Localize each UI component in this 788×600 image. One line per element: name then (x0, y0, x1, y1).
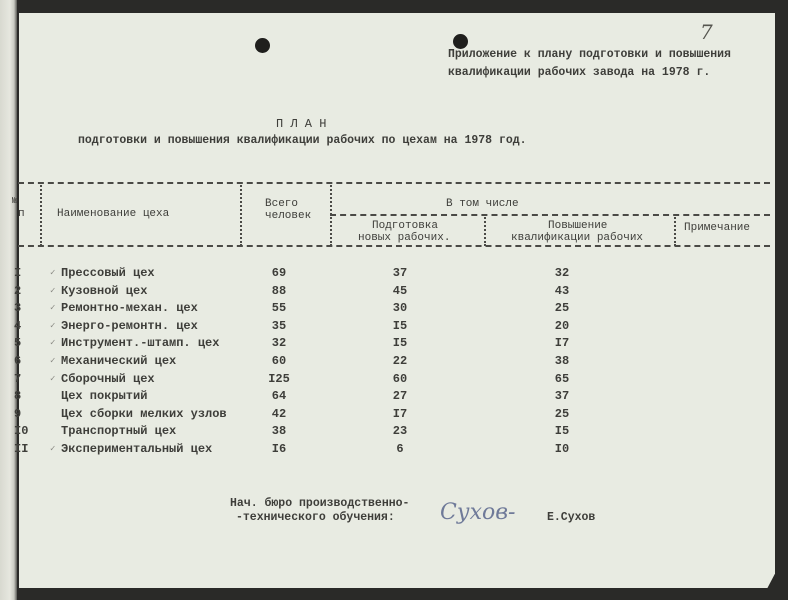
col-header-note: Примечание (684, 222, 751, 234)
signatory-name: Е.Сухов (547, 511, 596, 524)
row-number: 8 (14, 389, 22, 403)
total-workers: 55 (271, 301, 287, 315)
workshop-name: Энерго-ремонтн. цех (61, 319, 198, 333)
table-header-bottom-rule (18, 245, 770, 247)
row-number: 6 (14, 354, 22, 368)
document-title: П Л А Н (276, 117, 327, 131)
qualification-upgrade: 38 (554, 354, 570, 368)
qualification-upgrade: I5 (554, 424, 570, 438)
total-workers: I25 (268, 372, 290, 386)
check-mark-icon: ✓ (50, 268, 56, 278)
handwritten-signature: Сухов- (440, 500, 516, 525)
col-header-upgrade-1: Повышение (548, 220, 608, 232)
qualification-upgrade: 37 (554, 389, 570, 403)
col-header-new-2: новых рабочих. (358, 232, 451, 244)
row-number: I (14, 266, 22, 280)
new-workers-training: 23 (392, 424, 408, 438)
row-number: 5 (14, 336, 22, 350)
check-mark-icon: ✓ (50, 444, 56, 454)
new-workers-training: 37 (392, 266, 408, 280)
check-mark-icon: ✓ (50, 303, 56, 313)
new-workers-training: I5 (392, 336, 408, 350)
total-workers: 42 (271, 407, 287, 421)
qualification-upgrade: 43 (554, 284, 570, 298)
punch-hole-left (255, 38, 270, 53)
new-workers-training: I7 (392, 407, 408, 421)
qualification-upgrade: 25 (554, 301, 570, 315)
appendix-line-1: Приложение к плану подготовки и повышения (448, 48, 731, 61)
new-workers-training: 22 (392, 354, 408, 368)
workshop-name: Цех покрытий (61, 389, 148, 403)
punch-hole-right (453, 34, 468, 49)
workshop-name: Механический цех (61, 354, 177, 368)
row-number: 7 (14, 372, 22, 386)
col-header-total-2: человек (265, 210, 312, 222)
row-number: 3 (14, 301, 22, 315)
total-workers: 64 (271, 389, 287, 403)
row-number: 4 (14, 319, 22, 333)
col-sep-5 (674, 214, 676, 246)
qualification-upgrade: 65 (554, 372, 570, 386)
check-mark-icon: ✓ (50, 374, 56, 384)
total-workers: I6 (271, 442, 287, 456)
workshop-name: Прессовый цех (61, 266, 155, 280)
new-workers-training: 30 (392, 301, 408, 315)
appendix-line-2: квалификации рабочих завода на 1978 г. (448, 66, 711, 79)
new-workers-training: I5 (392, 319, 408, 333)
subheader-rule (330, 214, 770, 216)
qualification-upgrade: 20 (554, 319, 570, 333)
col-sep-2 (240, 182, 242, 246)
col-header-upgrade-2: квалификации рабочих (511, 232, 644, 244)
row-number: 2 (14, 284, 22, 298)
total-workers: 69 (271, 266, 287, 280)
total-workers: 35 (271, 319, 287, 333)
binder-edge (0, 0, 17, 600)
workshop-name: Транспортный цех (61, 424, 177, 438)
workshop-name: Сборочный цех (61, 372, 155, 386)
workshop-name: Экспериментальный цех (61, 442, 213, 456)
check-mark-icon: ✓ (50, 356, 56, 366)
qualification-upgrade: 25 (554, 407, 570, 421)
check-mark-icon: ✓ (50, 321, 56, 331)
col-header-num: п (18, 208, 25, 220)
qualification-upgrade: I0 (554, 442, 570, 456)
total-workers: 88 (271, 284, 287, 298)
col-header-including: В том числе (446, 198, 519, 210)
total-workers: 32 (271, 336, 287, 350)
workshop-name: Ремонтно-механ. цех (61, 301, 198, 315)
workshop-name: Инструмент.-штамп. цех (61, 336, 220, 350)
new-workers-training: 60 (392, 372, 408, 386)
row-number: 9 (14, 407, 22, 421)
col-header-num-mark: № (12, 196, 18, 206)
col-header-name: Наименование цеха (57, 208, 170, 220)
new-workers-training: 27 (392, 389, 408, 403)
row-number: II (14, 442, 29, 456)
document-subtitle: подготовки и повышения квалификации рабочих по цехам на 1978 год. (78, 134, 527, 147)
total-workers: 38 (271, 424, 287, 438)
signatory-position-line-2: -технического обучения: (236, 511, 395, 524)
col-sep-1 (40, 182, 42, 246)
check-mark-icon: ✓ (50, 286, 56, 296)
qualification-upgrade: I7 (554, 336, 570, 350)
col-header-new-1: Подготовка (372, 220, 439, 232)
col-sep-4 (484, 214, 486, 246)
total-workers: 60 (271, 354, 287, 368)
signatory-position-line-1: Нач. бюро производственно- (230, 497, 410, 510)
check-mark-icon: ✓ (50, 338, 56, 348)
page-number: 7 (700, 20, 713, 44)
workshop-name: Цех сборки мелких узлов (61, 407, 227, 421)
new-workers-training: 45 (392, 284, 408, 298)
workshop-name: Кузовной цех (61, 284, 148, 298)
table-top-rule (18, 182, 770, 184)
qualification-upgrade: 32 (554, 266, 570, 280)
row-number: I0 (14, 424, 29, 438)
col-header-total-1: Всего (265, 198, 299, 210)
col-sep-3 (330, 182, 332, 246)
new-workers-training: 6 (396, 442, 404, 456)
